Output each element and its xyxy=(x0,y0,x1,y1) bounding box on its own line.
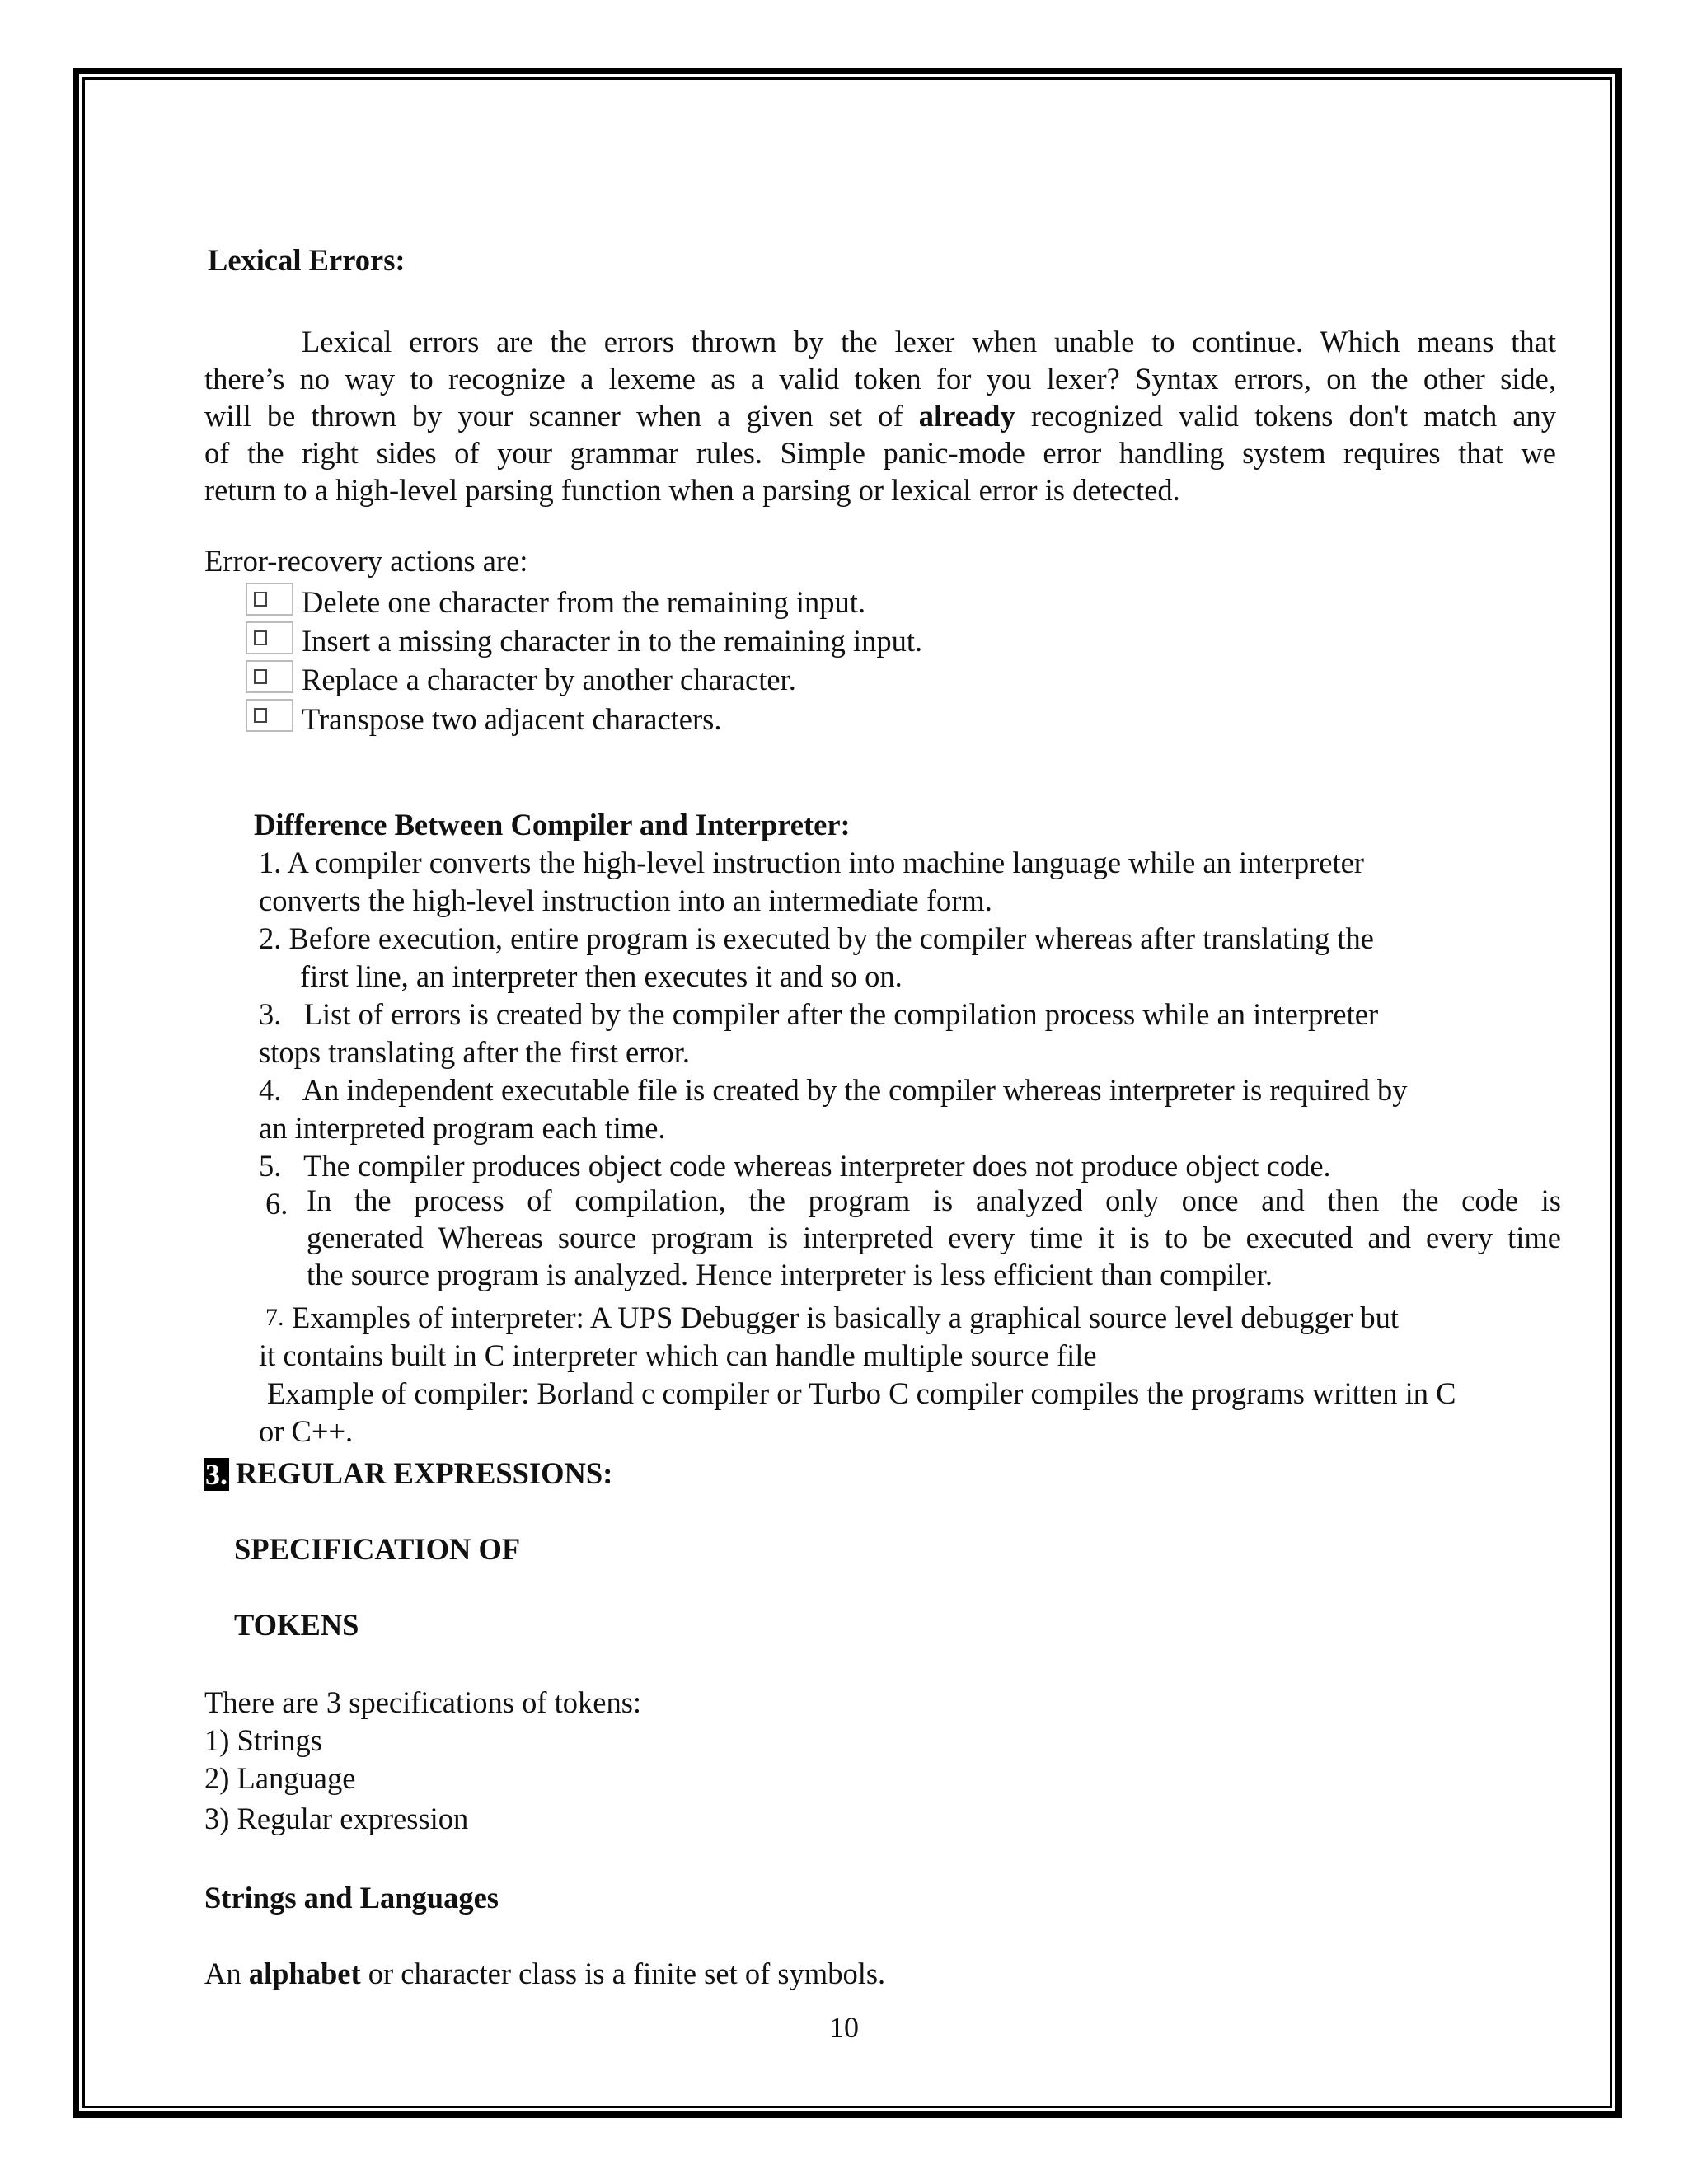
difference-heading: Difference Between Compiler and Interpreter: xyxy=(254,808,851,841)
checkbox-bullet-icon xyxy=(246,621,293,654)
paragraph-line: In the process of compilation, the program is analyzed only once and then the code is xyxy=(307,1183,1561,1217)
tokens-heading: TOKENS xyxy=(234,1608,359,1642)
specifications-intro: There are 3 specifications of tokens: xyxy=(204,1685,642,1719)
specification-item: 2) Language xyxy=(204,1761,356,1795)
difference-line: 5. The compiler produces object code whereas interpreter does not produce object code. xyxy=(259,1149,1331,1183)
difference-line: 3. List of errors is created by the compiler after the compilation process while an interpreter xyxy=(259,997,1379,1031)
checkbox-bullet-icon xyxy=(246,699,293,732)
recovery-item: Delete one character from the remaining input. xyxy=(302,585,866,619)
regular-expressions-heading: REGULAR EXPRESSIONS: xyxy=(236,1456,613,1490)
paragraph-line: of the right sides of your grammar rules. Simple panic-mode error handling system requires that we xyxy=(204,436,1556,470)
checkbox-bullet-icon xyxy=(246,583,293,616)
checkbox-bullet-icon xyxy=(246,660,293,693)
difference-line: an interpreted program each time. xyxy=(259,1111,666,1145)
difference-line: it contains built in C interpreter which can handle multiple source file xyxy=(259,1338,1097,1372)
difference-line: first line, an interpreter then executes it and so on. xyxy=(300,959,903,993)
recovery-item: Insert a missing character in to the remaining input. xyxy=(302,624,923,658)
recovery-item: Replace a character by another character. xyxy=(302,663,796,696)
paragraph-line: Lexical errors are the errors thrown by the lexer when unable to continue. Which means that xyxy=(302,325,1556,359)
text-run: will be thrown by your scanner when a given set of xyxy=(204,399,919,433)
paragraph-line: there’s no way to recognize a lexeme as a valid token for you lexer? Syntax errors, on the other side, xyxy=(204,362,1556,396)
difference-line: 2. Before execution, entire program is executed by the compiler whereas after translating the xyxy=(259,921,1374,955)
lexical-errors-paragraph xyxy=(204,323,1556,509)
paragraph-line: return to a high-level parsing function when a parsing or lexical error is detected. xyxy=(204,473,1180,507)
specification-heading: SPECIFICATION OF xyxy=(234,1532,521,1566)
difference-line: or C++. xyxy=(259,1414,354,1448)
paragraph-line xyxy=(204,397,1556,434)
text-run: or character class is a finite set of symbols. xyxy=(360,1957,886,1990)
lexical-errors-heading: Lexical Errors: xyxy=(208,243,406,277)
paragraph-line: generated Whereas source program is interpreted every time it is to be executed and every time xyxy=(307,1221,1561,1254)
page-number: 10 xyxy=(829,2011,859,2044)
item-number: 7. xyxy=(265,1304,284,1331)
text-run: recognized valid tokens don't match any xyxy=(1015,399,1556,433)
section-number-highlight: 3. xyxy=(205,1458,227,1491)
bold-text: already xyxy=(918,399,1015,433)
bold-text: alphabet xyxy=(248,1957,361,1990)
paragraph-line: the source program is analyzed. Hence interpreter is less efficient than compiler. xyxy=(307,1258,1273,1291)
difference-line: Example of compiler: Borland c compiler or Turbo C compiler compiles the programs written in C xyxy=(267,1376,1456,1410)
difference-line: 1. A compiler converts the high-level instruction into machine language while an interpreter xyxy=(259,846,1364,879)
difference-line: stops translating after the first error. xyxy=(259,1035,691,1069)
difference-line: converts the high-level instruction into an intermediate form. xyxy=(259,883,992,917)
text-run: An xyxy=(204,1957,249,1990)
recovery-item: Transpose two adjacent characters. xyxy=(302,702,722,736)
item-number: 6. xyxy=(265,1187,288,1221)
difference-item-6 xyxy=(307,1182,1561,1293)
specification-item: 3) Regular expression xyxy=(204,1802,469,1835)
difference-line: 4. An independent executable file is created by the compiler whereas interpreter is required by xyxy=(259,1073,1408,1107)
specification-item: 1) Strings xyxy=(204,1723,322,1757)
error-recovery-intro: Error-recovery actions are: xyxy=(204,544,528,578)
difference-line: Examples of interpreter: A UPS Debugger is basically a graphical source level debugger but xyxy=(292,1301,1399,1334)
alphabet-definition xyxy=(204,1959,885,1990)
strings-languages-heading: Strings and Languages xyxy=(204,1881,499,1915)
